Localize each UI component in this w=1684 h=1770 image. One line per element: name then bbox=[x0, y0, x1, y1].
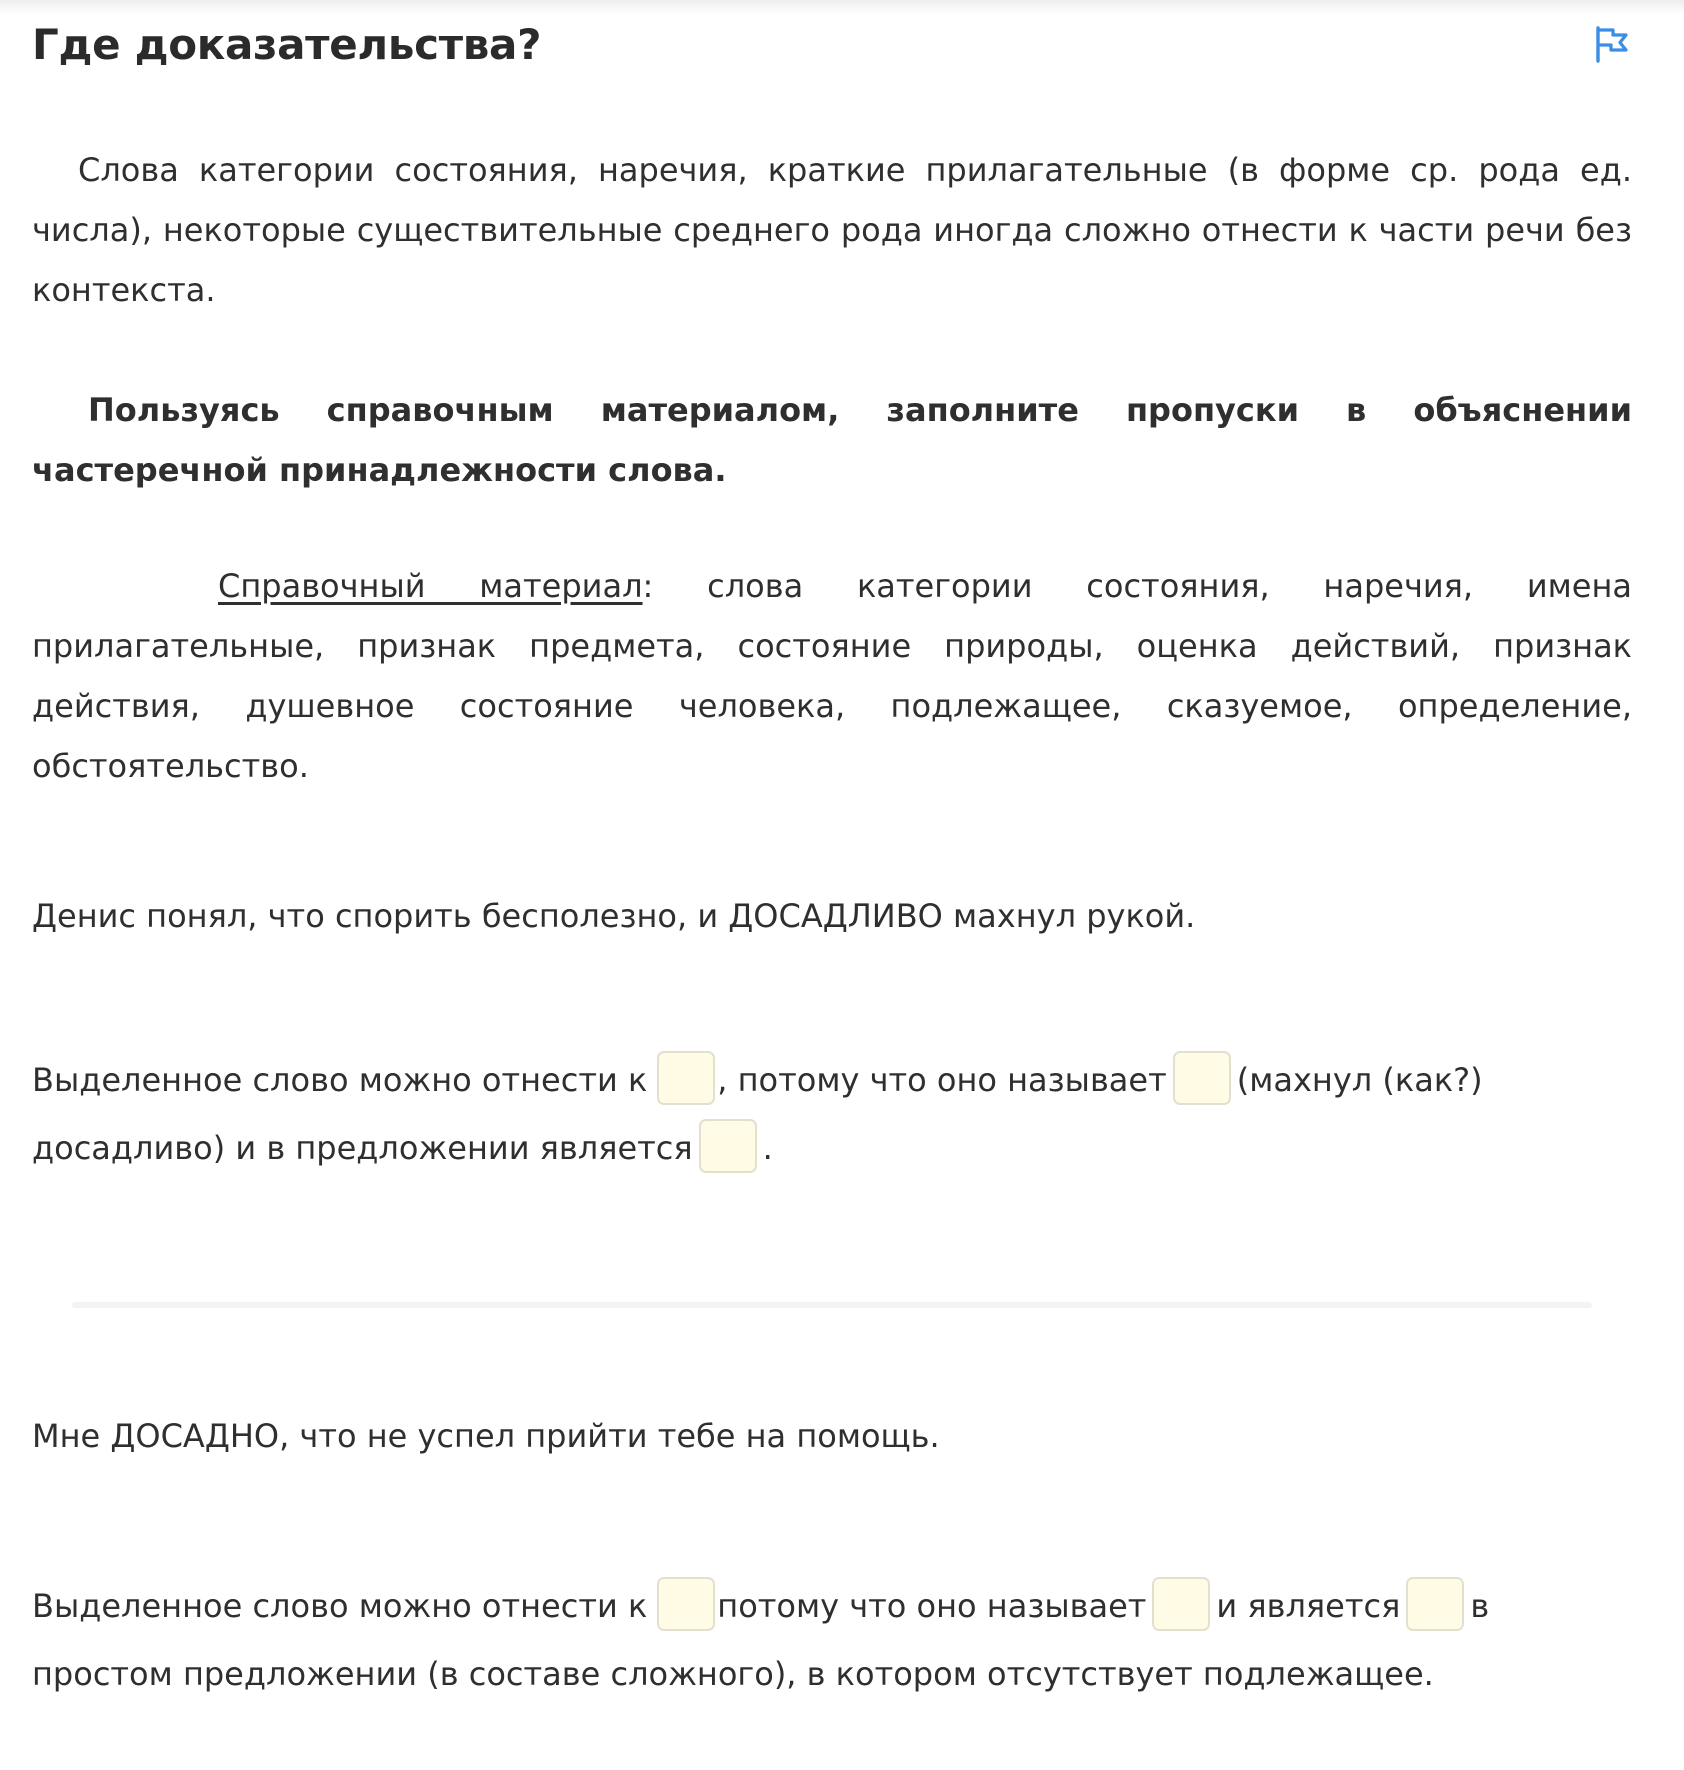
explanation-2-part-1: Выделенное слово можно отнести к bbox=[32, 1587, 648, 1625]
section-divider bbox=[72, 1302, 1592, 1308]
explanation-2-part-4: в простом предложении (в составе сложного), в котором отсутствует подлежащее. bbox=[32, 1587, 1490, 1693]
explanation-2-part-2: потому что оно называет bbox=[717, 1587, 1147, 1625]
explanation-1 bbox=[32, 1046, 1632, 1182]
answer-gap-2-2[interactable] bbox=[1152, 1577, 1210, 1631]
example-sentence-2: Мне ДОСАДНО, что не успел прийти тебе на помощь. bbox=[32, 1417, 940, 1455]
page-title: Где доказательства? bbox=[32, 20, 542, 69]
task-content bbox=[32, 140, 1632, 1708]
explanation-1-part-2: , потому что оно называет bbox=[717, 1061, 1167, 1099]
reference-label: Справочный материал bbox=[218, 567, 643, 605]
intro-text: Слова категории состояния, наречия, краткие прилагательные (в форме ср. рода ед. числа), некоторые существительные среднего рода иногда сложно отнести к части речи без контекста. bbox=[32, 151, 1632, 309]
explanation-2 bbox=[32, 1572, 1632, 1708]
reference-text: : слова категории состояния, наречия, имена прилагательные, признак предмета, состояние природы, оценка действий, признак действия, душевное состояние человека, подлежащее, сказуемое, определение, обстоятельство. bbox=[32, 567, 1633, 785]
example-sentence-1: Денис понял, что спорить бесполезно, и ДОСАДЛИВО махнул рукой. bbox=[32, 897, 1196, 935]
reference-material bbox=[32, 556, 1632, 796]
answer-gap-2-1[interactable] bbox=[657, 1577, 715, 1631]
answer-gap-1-1[interactable] bbox=[657, 1051, 715, 1105]
explanation-1-part-4: . bbox=[762, 1129, 773, 1167]
answer-gap-1-2[interactable] bbox=[1173, 1051, 1231, 1105]
flag-icon[interactable] bbox=[1593, 24, 1631, 64]
top-shadow bbox=[0, 0, 1684, 14]
answer-gap-2-3[interactable] bbox=[1406, 1577, 1464, 1631]
explanation-2-part-3: и является bbox=[1216, 1587, 1401, 1625]
task-instruction: Пользуясь справочным материалом, заполните пропуски в объяснении частеречной принадлежности слова. bbox=[32, 391, 1632, 489]
explanation-1-part-3: (махнул (как?) досадливо) и в предложении является bbox=[32, 1061, 1483, 1167]
answer-gap-1-3[interactable] bbox=[699, 1119, 757, 1173]
explanation-1-part-1: Выделенное слово можно отнести к bbox=[32, 1061, 648, 1099]
task-header bbox=[32, 18, 1632, 78]
